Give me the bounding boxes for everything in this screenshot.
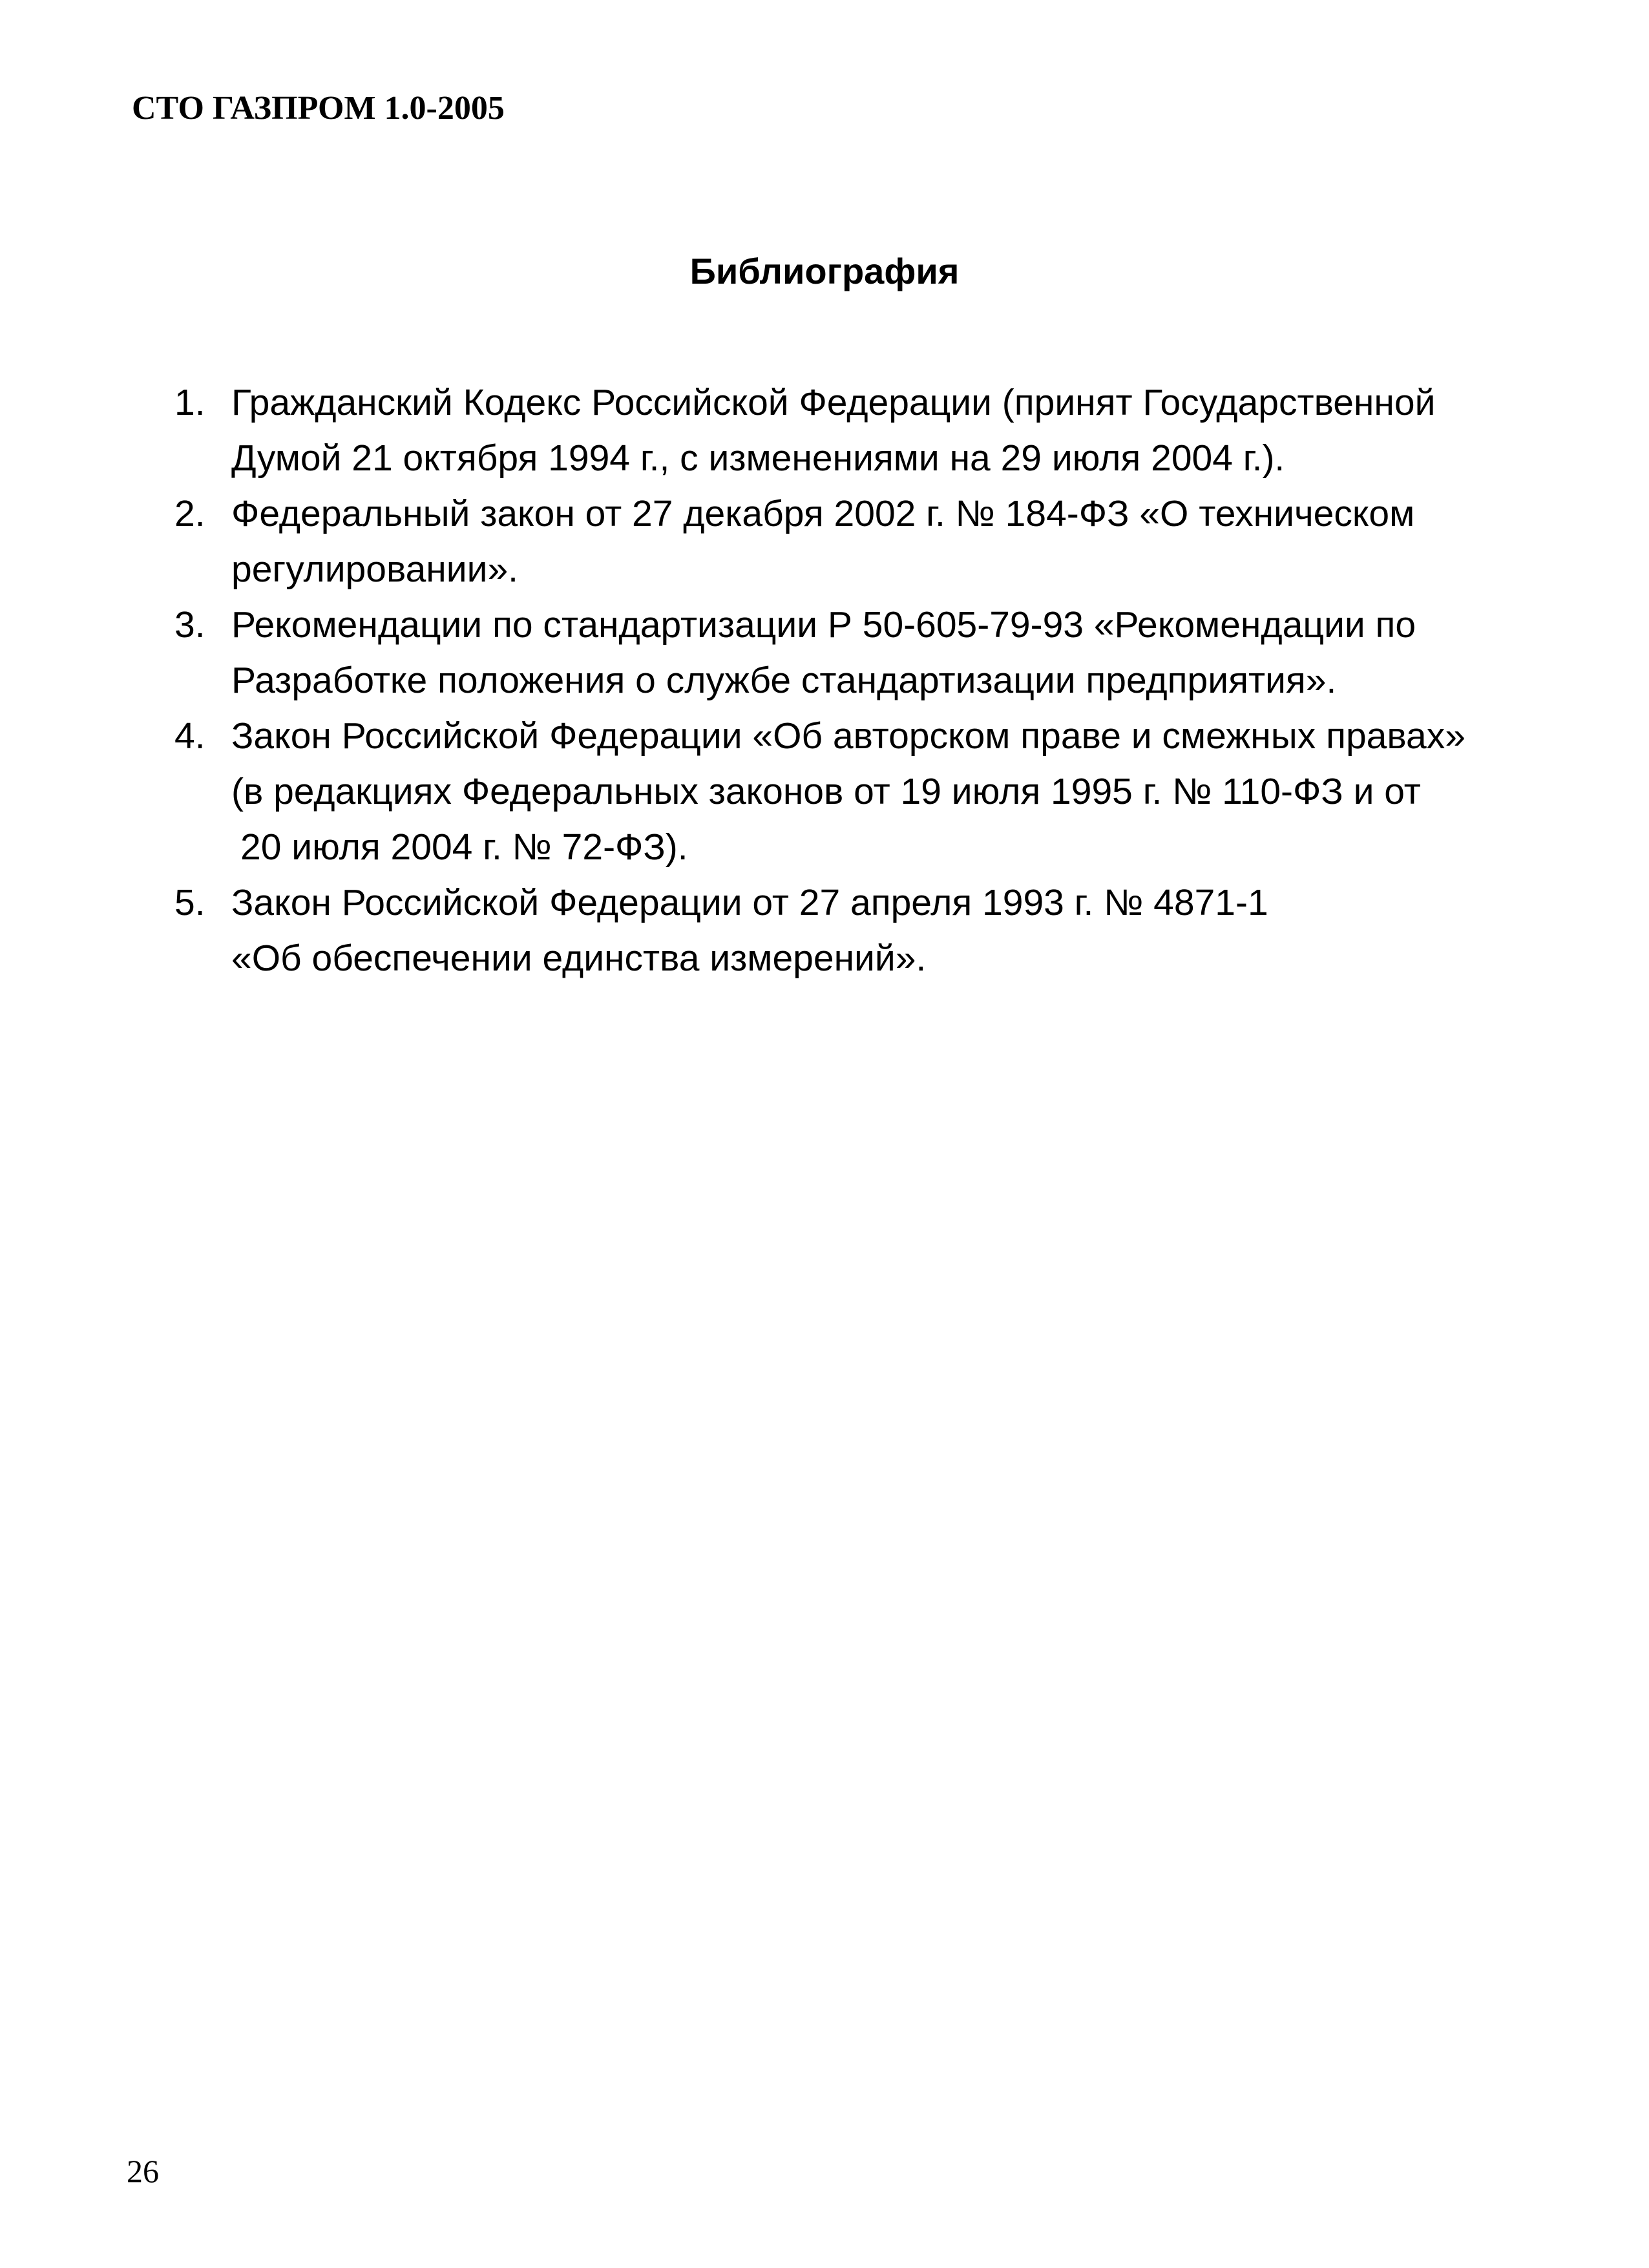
item-text-line: 20 июля 2004 г. № 72-ФЗ). xyxy=(240,826,688,868)
item-text-line: Думой 21 октября 1994 г., с изменениями на 29 июля 2004 г.). xyxy=(231,437,1285,479)
page-number: 26 xyxy=(127,2153,159,2189)
item-text-line: Федеральный закон от 27 декабря 2002 г. № 184-ФЗ «О техническом xyxy=(231,493,1415,534)
item-text-line: Разработке положения о службе стандартизации предприятия». xyxy=(231,660,1337,701)
bibliography-item-2 xyxy=(174,486,1544,597)
item-number: 3. xyxy=(174,604,205,646)
document-code-header: СТО ГАЗПРОМ 1.0-2005 xyxy=(132,90,505,127)
item-number: 2. xyxy=(174,493,205,534)
item-text-line: «Об обеспечении единства измерений». xyxy=(231,938,927,979)
item-text-line: Закон Российской Федерации «Об авторском праве и смежных правах» xyxy=(231,715,1465,757)
item-number: 4. xyxy=(174,715,205,757)
item-text-line: (в редакциях Федеральных законов от 19 июля 1995 г. № 110-ФЗ и от xyxy=(231,771,1421,812)
item-text-line: Гражданский Кодекс Российской Федерации (принят Государственной xyxy=(231,382,1436,423)
bibliography-list xyxy=(174,375,1544,986)
bibliography-item-1 xyxy=(174,375,1544,486)
bibliography-item-3 xyxy=(174,597,1544,708)
item-number: 1. xyxy=(174,382,205,423)
bibliography-item-5 xyxy=(174,875,1544,986)
item-text-line: Рекомендации по стандартизации Р 50-605-79-93 «Рекомендации по xyxy=(231,604,1416,646)
bibliography-item-4 xyxy=(174,708,1544,875)
item-text-line: регулировании». xyxy=(231,549,518,590)
item-text-line: Закон Российской Федерации от 27 апреля 1993 г. № 4871-1 xyxy=(231,882,1268,923)
page-title: Библиография xyxy=(689,251,960,291)
item-number: 5. xyxy=(174,882,205,923)
